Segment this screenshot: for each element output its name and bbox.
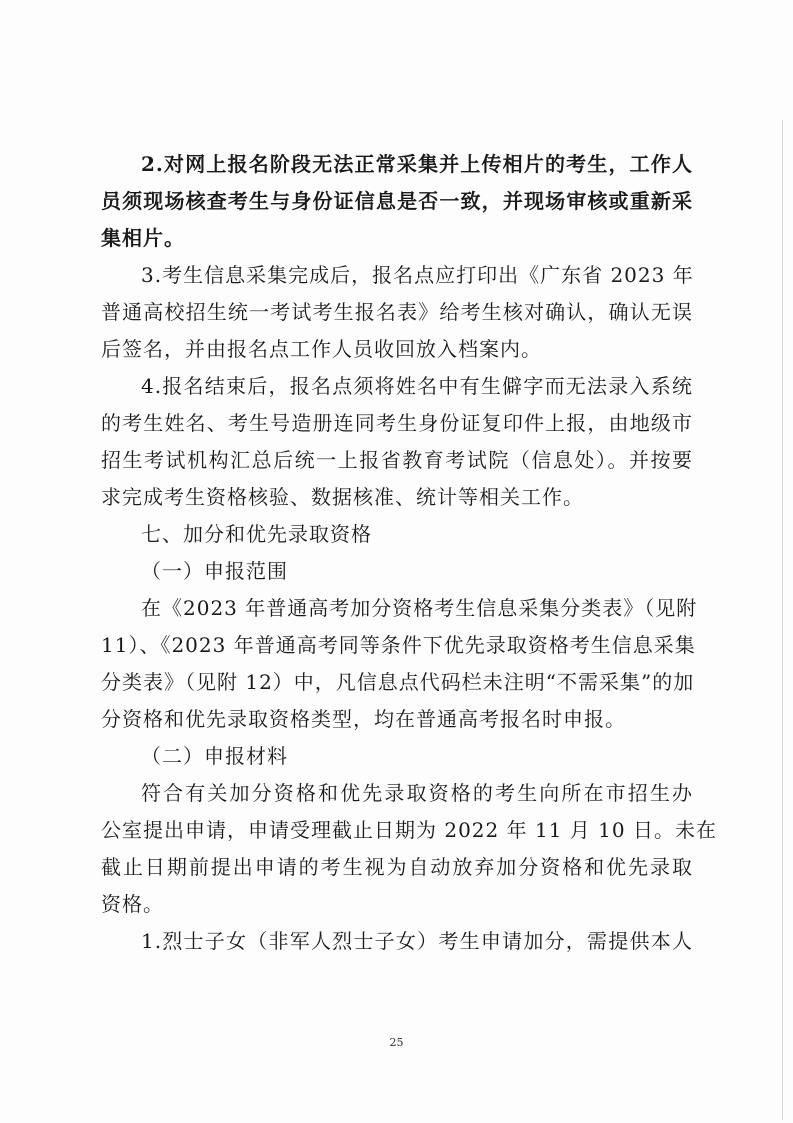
section-heading: 七、加分和优先录取资格 <box>141 522 372 546</box>
paragraph-materials <box>101 775 717 923</box>
text-line: 分类表》（见附 12）中，凡信息点代码栏未注明“不需采集”的加 <box>101 670 695 694</box>
subsection-heading-scope: （一）申报范围 <box>141 559 288 583</box>
text-line: 2.对网上报名阶段无法正常采集并上传相片的考生，工作人 <box>141 152 693 176</box>
text-line: 的考生姓名、考生号造册连同考生身份证复印件上报，由地级市 <box>101 411 693 435</box>
text-line: 1.烈士子女（非军人烈士子女）考生申请加分，需提供本人 <box>141 929 693 953</box>
text-line: 截止日期前提出申请的考生视为自动放弃加分资格和优先录取 <box>101 855 693 879</box>
document-body <box>101 146 717 960</box>
text-line: 11）、《2023 年普通高考同等条件下优先录取资格考生信息采集 <box>101 633 696 657</box>
paragraph-registration-form <box>101 257 693 368</box>
text-line: 后签名，并由报名点工作人员收回放入档案内。 <box>101 337 542 361</box>
text-line: 资格。 <box>101 892 164 916</box>
text-line: 求完成考生资格核验、数据核准、统计等相关工作。 <box>101 485 584 509</box>
text-line: 员须现场核查考生与身份证信息是否一致，并现场审核或重新采 <box>101 189 693 213</box>
page-number: 25 <box>389 1036 404 1049</box>
paragraph-scope <box>101 590 698 738</box>
text-line: 3.考生信息采集完成后，报名点应打印出《广东省 2023 年 <box>141 263 694 287</box>
text-line: 集相片。 <box>101 226 185 250</box>
text-line: 分资格和优先录取资格类型，均在普通高考报名时申报。 <box>101 707 626 731</box>
paragraph-photo-collection <box>101 146 693 257</box>
text-line: 在《2023 年普通高考加分资格考生信息采集分类表》（见附 <box>141 596 698 620</box>
text-line: 招生考试机构汇总后统一上报省教育考试院（信息处）。并按要 <box>101 448 693 472</box>
paragraph-martyr-children <box>101 923 693 960</box>
text-line: 符合有关加分资格和优先录取资格的考生向所在市招生办 <box>141 781 693 805</box>
subsection-heading-materials: （二）申报材料 <box>141 744 288 768</box>
text-line: 公室提出申请，申请受理截止日期为 2022 年 11 月 10 日。未在 <box>101 818 717 842</box>
scan-edge-line <box>782 120 783 1120</box>
text-line: 4.报名结束后，报名点须将姓名中有生僻字而无法录入系统 <box>141 374 693 398</box>
paragraph-rare-characters <box>101 368 693 516</box>
text-line: 普通高校招生统一考试考生报名表》给考生核对确认，确认无误 <box>101 300 693 324</box>
